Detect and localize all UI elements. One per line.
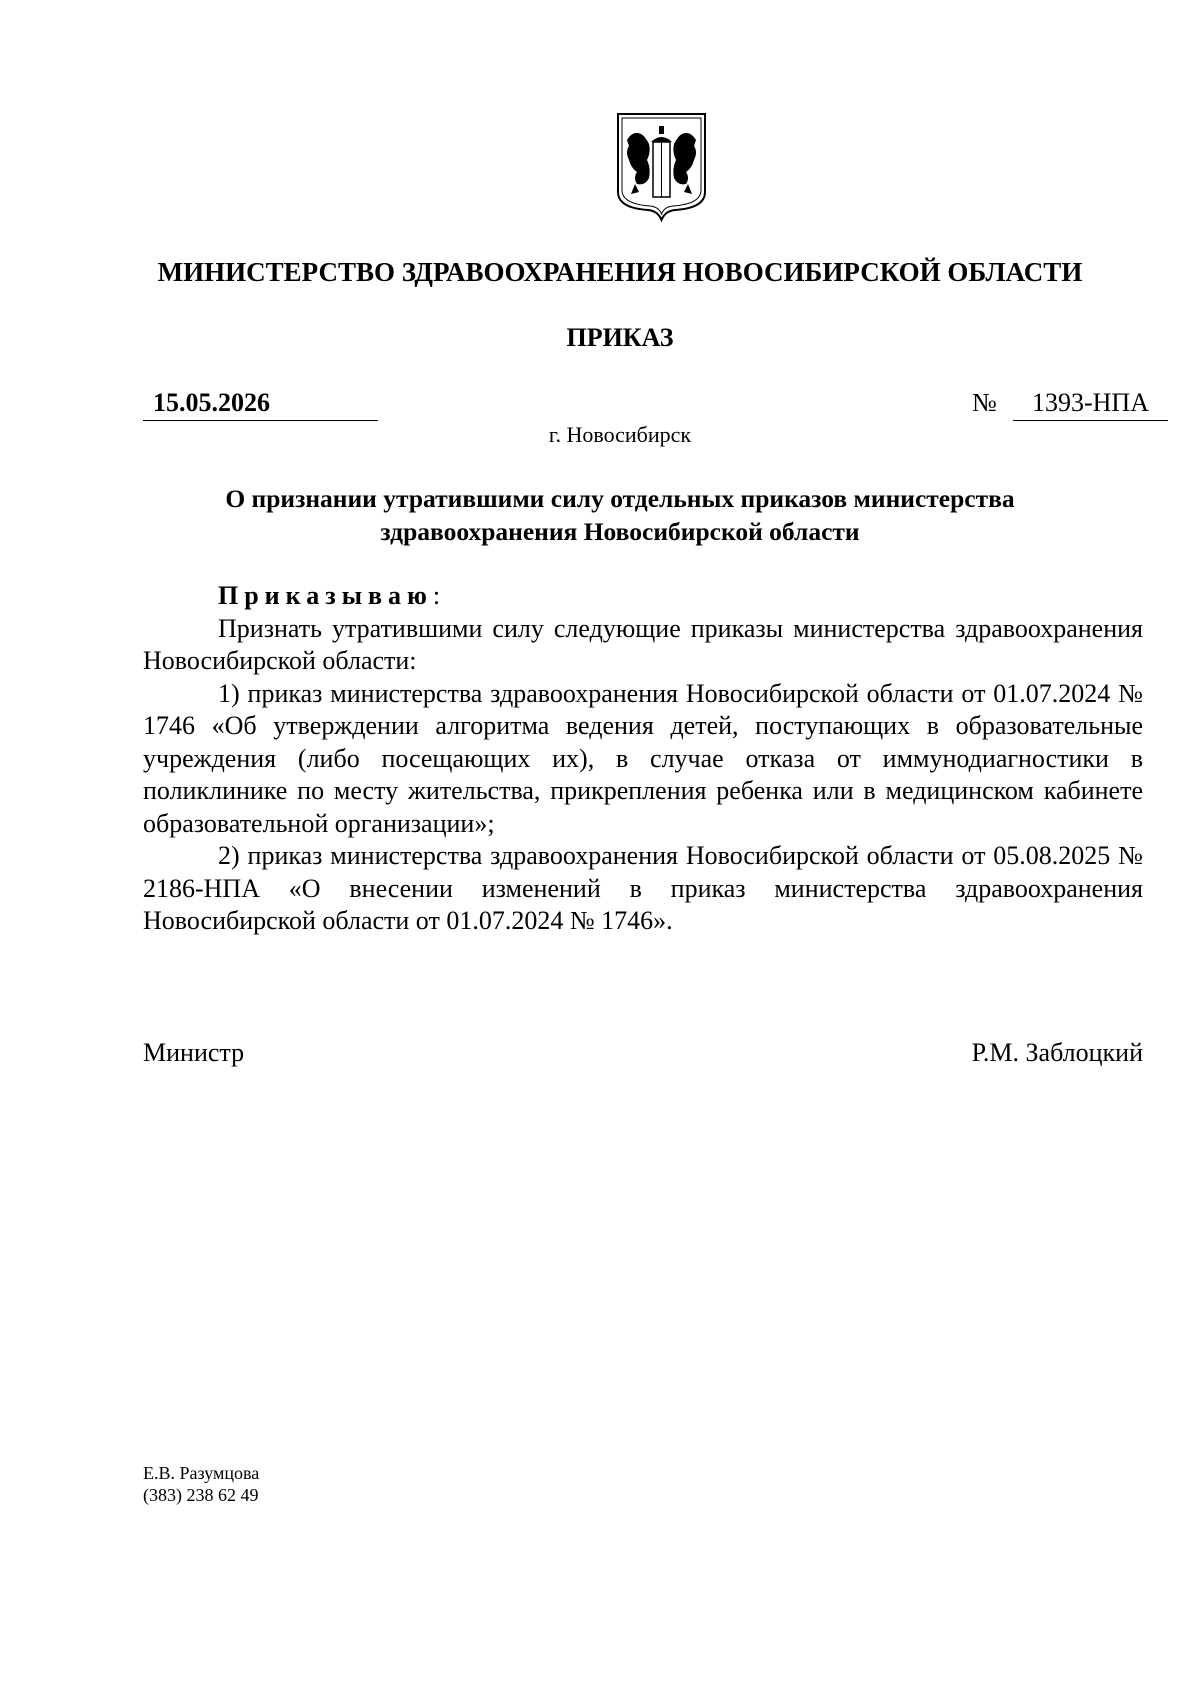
prikaz-word: Приказываю — [218, 581, 433, 610]
subject-line-1: О признании утратившими силу отдельных приказов министерства — [225, 484, 1015, 513]
document-date: 15.05.2026 — [153, 388, 270, 417]
executor-name: Е.В. Разумцова — [143, 1463, 260, 1483]
document-body — [143, 580, 1143, 938]
prikaz-line — [143, 580, 1143, 613]
item-1-paragraph: 1) приказ министерства здравоохранения Новосибирской области от 01.07.2024 № 1746 «Об утверждении алгоритма ведения детей, поступающих в образовательные учреждения (либо посещающих их), в случае отказа от иммунодиагностики в поликлинике по месту жительства, прикрепления ребенка или в медицинском кабинете образовательной организации»; — [143, 678, 1143, 838]
signatory-name: Р.М. Заблоцкий — [971, 1038, 1143, 1067]
executor-phone: (383) 238 62 49 — [143, 1485, 259, 1505]
city: г. Новосибирск — [548, 422, 692, 447]
executor-block — [143, 1462, 259, 1506]
document-number: 1393-НПА — [1032, 388, 1149, 417]
ministry-title: МИНИСТЕРСТВО ЗДРАВООХРАНЕНИЯ НОВОСИБИРСКОЙ ОБЛАСТИ — [157, 257, 1083, 287]
subject-line-2: здравоохранения Новосибирской области — [380, 517, 860, 546]
coat-of-arms-icon — [615, 112, 708, 222]
item-2-paragraph: 2) приказ министерства здравоохранения Новосибирской области от 05.08.2025 № 2186-НПА «О внесении изменений в приказ министерства здравоохранения Новосибирской области от 01.07.2024 № 1746». — [143, 841, 1143, 935]
signatory-position: Министр — [143, 1038, 245, 1067]
number-sign: № — [972, 388, 997, 417]
document-subject — [100, 482, 1140, 548]
document-type: ПРИКАЗ — [566, 323, 674, 352]
intro-paragraph: Признать утратившими силу следующие приказы министерства здравоохранения Новосибирской области: — [143, 613, 1143, 675]
number-field — [1013, 386, 1168, 421]
date-field — [143, 386, 378, 421]
prikaz-colon: : — [432, 581, 441, 610]
